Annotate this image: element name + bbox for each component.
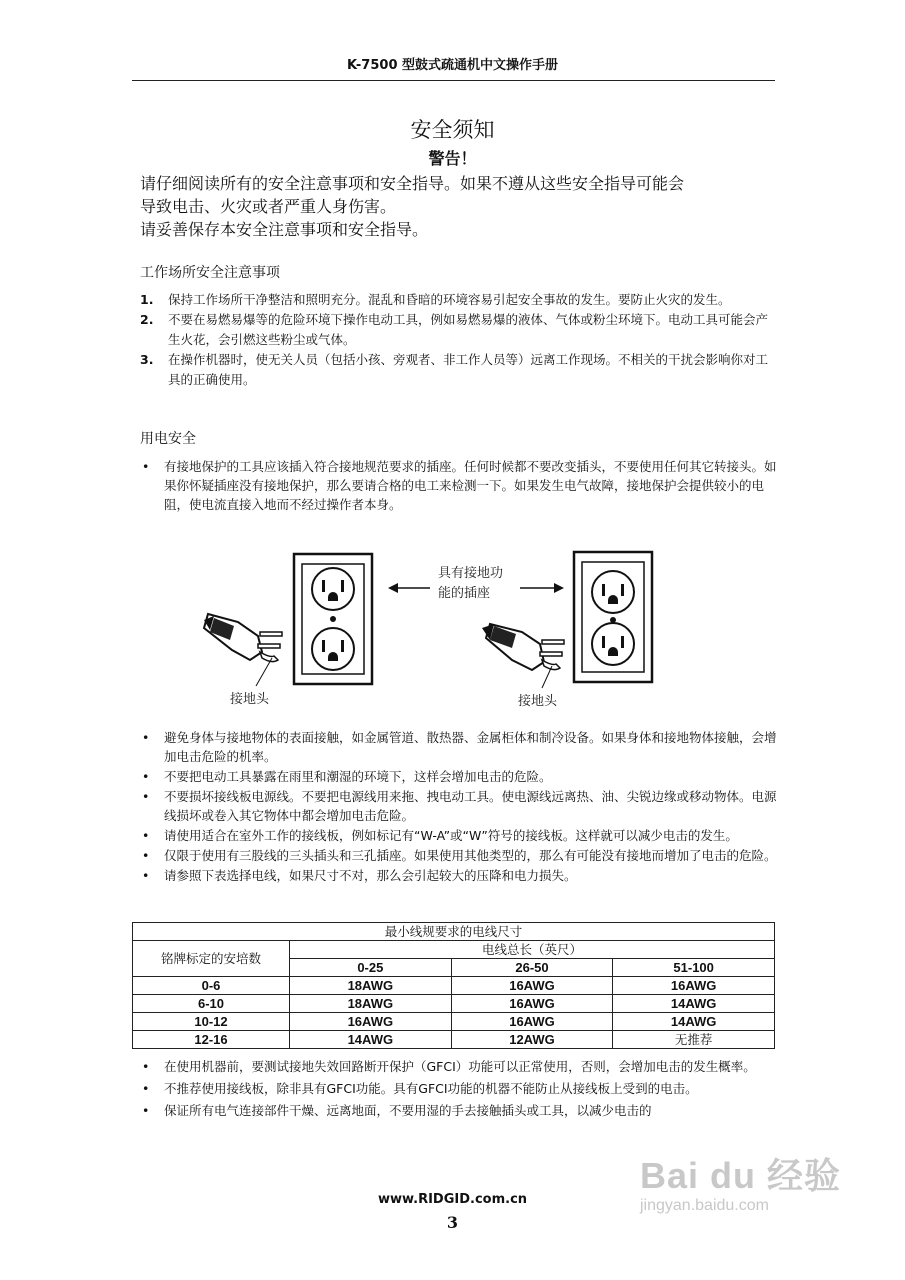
- list-item: [140, 1079, 780, 1098]
- column-header: 26-50: [451, 959, 613, 977]
- watermark-brand: Bai du 经验: [640, 1155, 842, 1196]
- item-number: 1.: [140, 292, 154, 307]
- intro-paragraph: [140, 172, 780, 241]
- electrical-heading: 用电安全: [140, 431, 196, 447]
- ground-pin-label-right: 接地头: [518, 694, 558, 709]
- bullet-dot: •: [142, 848, 150, 863]
- bullet-dot: •: [142, 1081, 150, 1096]
- grounded-plug-right: [482, 624, 564, 688]
- list-item: [140, 457, 780, 514]
- amps-cell: 6-10: [133, 995, 290, 1013]
- intro-line: 请仔细阅读所有的安全注意事项和安全指导。如果不遵从这些安全指导可能会: [140, 174, 685, 193]
- electrical-bullet-list: [140, 457, 780, 515]
- warning-heading: 警告！: [428, 149, 477, 168]
- outlet-label-line2: 能的插座: [438, 586, 491, 601]
- item-text: 请参照下表选择电线，如果尺寸不对，那么会引起较大的压降和电力损失。: [164, 868, 577, 883]
- item-text: 不要在易燃易爆等的危险环境下操作电动工具，例如易燃易爆的液体、气体或粉尘环境下。电动工具可能会产生火花，会引燃这些粉尘或气体。: [168, 312, 769, 347]
- table-caption: 最小线规要求的电线尺寸: [133, 923, 775, 941]
- table-row: [133, 995, 775, 1013]
- bullet-dot: •: [142, 730, 150, 745]
- bullet-dot: •: [142, 1103, 150, 1118]
- page-number: 3: [446, 1213, 459, 1232]
- list-item: [140, 826, 780, 845]
- list-item: [140, 1057, 780, 1076]
- item-number: 2.: [140, 312, 154, 327]
- bullet-dot: •: [142, 769, 150, 784]
- table-cell: 14AWG: [613, 1013, 775, 1031]
- item-text: 请使用适合在室外工作的接线板，例如标记有“W-A”或“W”符号的接线板。这样就可以减少电击的发生。: [164, 828, 738, 843]
- amps-header: 铭牌标定的安培数: [133, 941, 290, 977]
- table-cell: 16AWG: [290, 1013, 452, 1031]
- column-header: 51-100: [613, 959, 775, 977]
- intro-line: 导致电击、火灾或者严重人身伤害。: [140, 197, 397, 216]
- length-header: 电线总长（英尺）: [290, 941, 775, 959]
- bullet-dot: •: [142, 789, 150, 804]
- outlet-label-line1: 具有接地功: [438, 566, 504, 581]
- header-rule: [132, 80, 775, 81]
- outlet-left: [294, 554, 372, 684]
- table-header-row: [133, 941, 775, 959]
- column-header: 0-25: [290, 959, 452, 977]
- page-title: 安全须知: [410, 118, 495, 142]
- document-header-title: K-7500 型鼓式疏通机中文操作手册: [346, 58, 559, 73]
- item-text: 不推荐使用接线板，除非具有GFCI功能。具有GFCI功能的机器不能防止从接线板上受到的电击。: [164, 1081, 698, 1096]
- list-item: [140, 767, 780, 786]
- table-cell: 无推荐: [613, 1031, 775, 1049]
- item-text: 仅限于使用有三股线的三头插头和三孔插座。如果使用其他类型的，那么有可能没有接地而增加了电击的危险。: [164, 848, 777, 863]
- electrical-bullet-list-3: [140, 1057, 780, 1121]
- list-item: [140, 1101, 780, 1120]
- baidu-jingyan-watermark: [640, 1148, 841, 1215]
- list-item: [140, 866, 780, 885]
- item-number: 3.: [140, 352, 154, 367]
- item-text: 避免身体与接地物体的表面接触，如金属管道、散热器、金属柜体和制冷设备。如果身体和接地物体接触，会增加电击危险的机率。: [164, 730, 777, 764]
- table-row: [133, 977, 775, 995]
- item-text: 保证所有电气连接部件干燥、远离地面，不要用湿的手去接触插头或工具，以减少电击的: [164, 1103, 652, 1118]
- workplace-list: [140, 290, 780, 390]
- item-text: 不要损坏接线板电源线。不要把电源线用来拖、拽电动工具。使电源线远离热、油、尖锐边缘或移动物体。电源线损坏或卷入其它物体中都会增加电击危险。: [164, 789, 777, 823]
- item-text: 保持工作场所干净整洁和照明充分。混乱和昏暗的环境容易引起安全事故的发生。要防止火灾的发生。: [168, 292, 731, 307]
- table-row: [133, 1013, 775, 1031]
- electrical-bullet-list-2: [140, 728, 780, 886]
- list-item: [140, 846, 780, 865]
- table-cell: 14AWG: [290, 1031, 452, 1049]
- bullet-dot: •: [142, 459, 150, 474]
- workplace-heading: 工作场所安全注意事项: [140, 265, 280, 281]
- bullet-dot: •: [142, 868, 150, 883]
- list-item: [140, 787, 780, 825]
- table-cell: 18AWG: [290, 995, 452, 1013]
- arrow-right-indicator: [520, 583, 564, 593]
- table-cell: 16AWG: [451, 1013, 613, 1031]
- amps-cell: 10-12: [133, 1013, 290, 1031]
- bullet-dot: •: [142, 828, 150, 843]
- table-cell: 16AWG: [613, 977, 775, 995]
- outlet-right: [574, 552, 652, 682]
- arrow-left-indicator: [388, 583, 430, 593]
- intro-line: 请妥善保存本安全注意事项和安全指导。: [140, 220, 429, 239]
- item-text: 有接地保护的工具应该插入符合接地规范要求的插座。任何时候都不要改变插头，不要使用任何其它转接头。如果你怀疑插座没有接地保护，那么要请合格的电工来检测一下。如果发生电气故障，接地保护会提供较小的电阻，使电流直接入地而不经过操作者本身。: [164, 459, 777, 512]
- grounded-plug-left: [204, 614, 282, 686]
- table-cell: 14AWG: [613, 995, 775, 1013]
- amps-cell: 12-16: [133, 1031, 290, 1049]
- list-item: [140, 310, 780, 350]
- table-cell: 12AWG: [451, 1031, 613, 1049]
- list-item: [140, 350, 780, 390]
- ground-pin-label-left: 接地头: [230, 692, 270, 707]
- amps-cell: 0-6: [133, 977, 290, 995]
- list-item: [140, 728, 780, 766]
- item-text: 在操作机器时，使无关人员（包括小孩、旁观者、非工作人员等）远离工作现场。不相关的干扰会影响你对工具的正确使用。: [168, 352, 769, 387]
- table-cell: 16AWG: [451, 995, 613, 1013]
- list-item: [140, 290, 780, 310]
- table-row: [133, 1031, 775, 1049]
- watermark-site: jingyan.baidu.com: [640, 1197, 769, 1214]
- item-text: 不要把电动工具暴露在雨里和潮湿的环境下，这样会增加电击的危险。: [164, 769, 552, 784]
- table-cell: 16AWG: [451, 977, 613, 995]
- footer-url: www.RIDGID.com.cn: [377, 1192, 528, 1207]
- wire-gauge-table: [132, 922, 775, 1049]
- table-caption-row: [133, 923, 775, 941]
- table-cell: 18AWG: [290, 977, 452, 995]
- bullet-dot: •: [142, 1059, 150, 1074]
- item-text: 在使用机器前，要测试接地失效回路断开保护（GFCI）功能可以正常使用，否则，会增加电击的发生概率。: [164, 1059, 756, 1074]
